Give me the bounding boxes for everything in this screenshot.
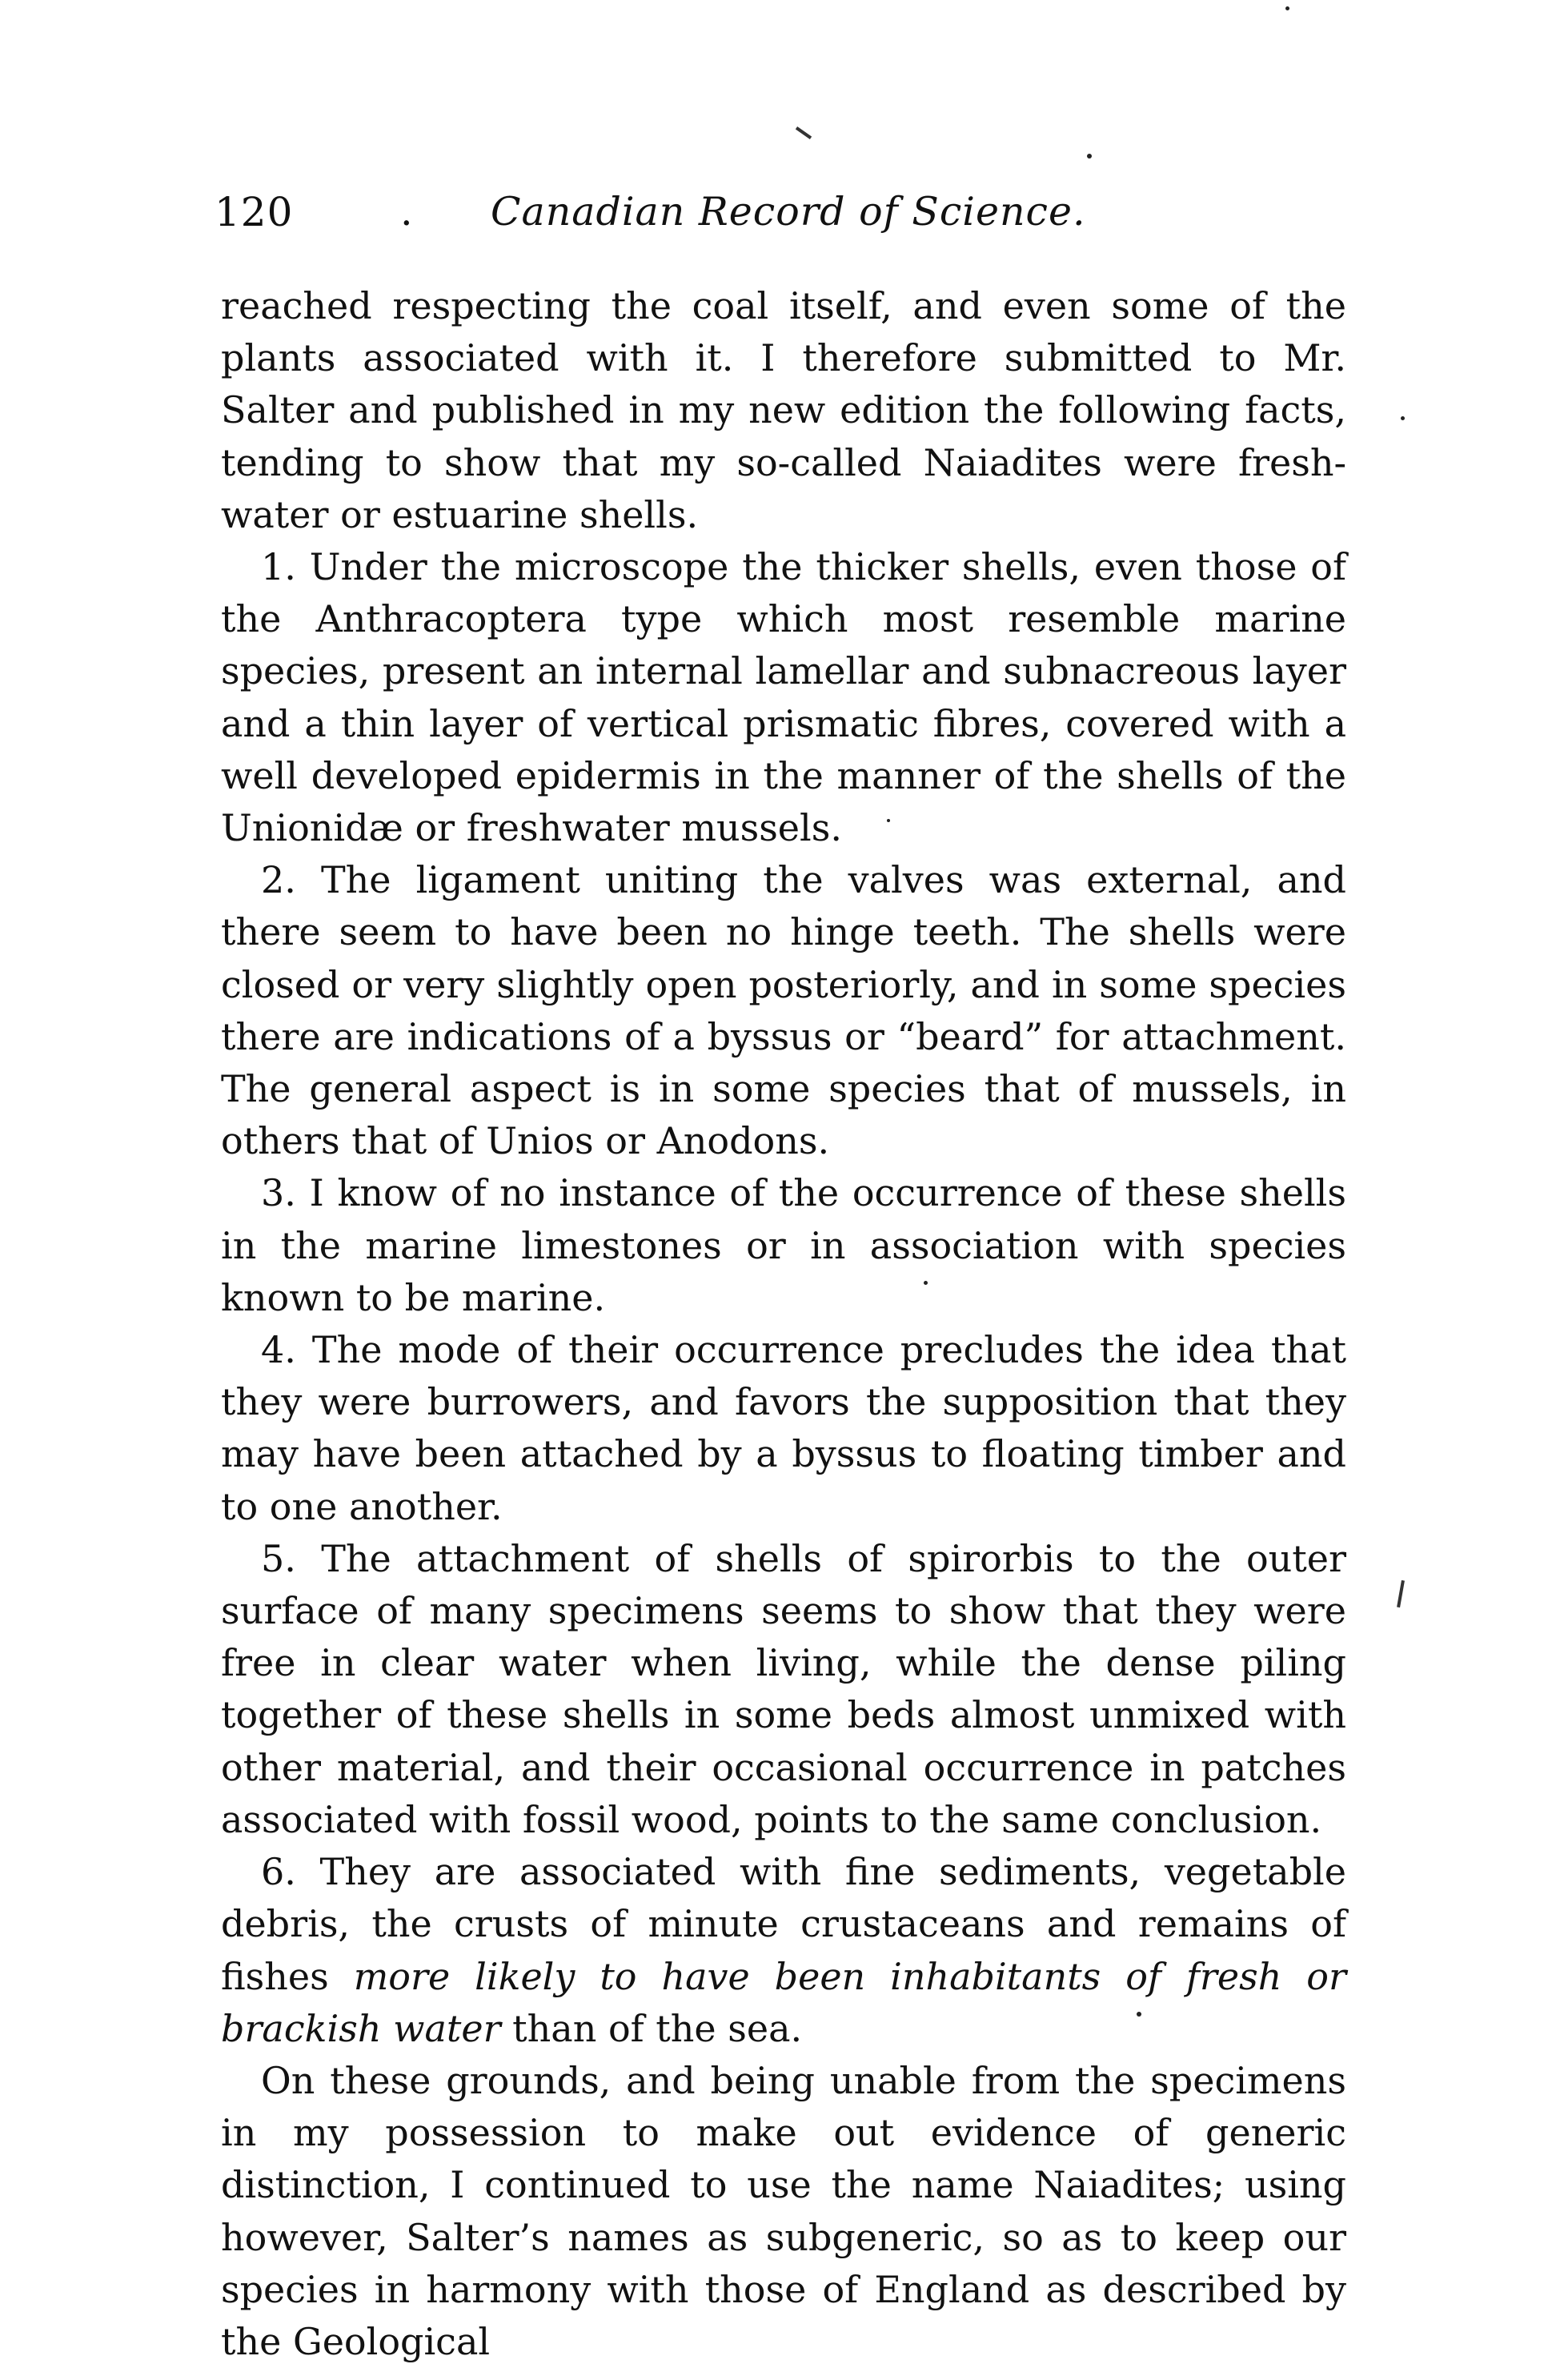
scan-speck [887,819,890,822]
item-6-start: 6. They are associated with fine sediments, vegetable debris, the crusts of minute crustaceans and remains of fishes [221,1850,1346,1998]
margin-mark [1397,1580,1405,1607]
running-title: Canadian Record of Science. [491,189,1086,235]
item-6-end: than of the sea. [500,2006,803,2050]
item-6-italic: more likely to have been inhabitants of fresh or brackish water [221,1954,1346,2050]
item-1-paragraph: 1. Under the microscope the thicker shells, even those of the Anthracoptera type which most resemble marine species, present an internal lamellar and subnacreous layer and a thin layer of vertical prismatic fibres, covered with a well developed epidermis in the manner of the shells of the Unionidæ or freshwater mussels. [221,545,1346,850]
page-header [215,176,1351,248]
page-number: 120 [215,189,294,235]
scan-mark [796,126,812,139]
scan-speck [1285,6,1289,10]
item-3-paragraph: 3. I know of no instance of the occurrence of these shells in the marine limestones or in association with species known to be marine. [221,1171,1346,1319]
scan-speck [1137,2012,1141,2017]
scan-speck [1401,416,1405,420]
item-2-paragraph: 2. The ligament uniting the valves was external, and there seem to have been no hinge teeth. The shells were closed or very slightly open posteriorly, and in some species there are indications of a byssus or “beard” for attachment. The general aspect is in some species that of mussels, in others that of Unios or Anodons. [221,858,1346,1163]
scan-speck [924,1281,928,1285]
opening-paragraph: reached respecting the coal itself, and even some of the plants associated with it. I therefore submitted to Mr. Salter and published in my new edition the following facts, tending to show that my so-called Naiadites were fresh-water or estuarine shells. [221,284,1346,536]
item-5-paragraph: 5. The attachment of shells of spirorbis to the outer surface of many specimens seems to show that they were free in clear water when living, while the dense piling together of these shells in some beds almost unmixed with other material, and their occasional occurrence in patches associated with fossil wood, points to the same conclusion. [221,1536,1346,1841]
item-6-paragraph [221,1846,1346,2055]
header-separator: . [400,189,413,235]
closing-paragraph: On these grounds, and being unable from the specimens in my possession to make out evidence of generic distinction, I continued to use the name Naiadites; using however, Salter’s names as subgeneric, so as to keep our species in harmony with those of England as described by the Geological [221,2058,1346,2363]
article-body [221,280,1346,2368]
scan-speck [1087,154,1092,159]
item-4-paragraph: 4. The mode of their occurrence precludes the idea that they were burrowers, and favors the supposition that they may have been attached by a byssus to floating timber and to one another. [221,1328,1346,1528]
